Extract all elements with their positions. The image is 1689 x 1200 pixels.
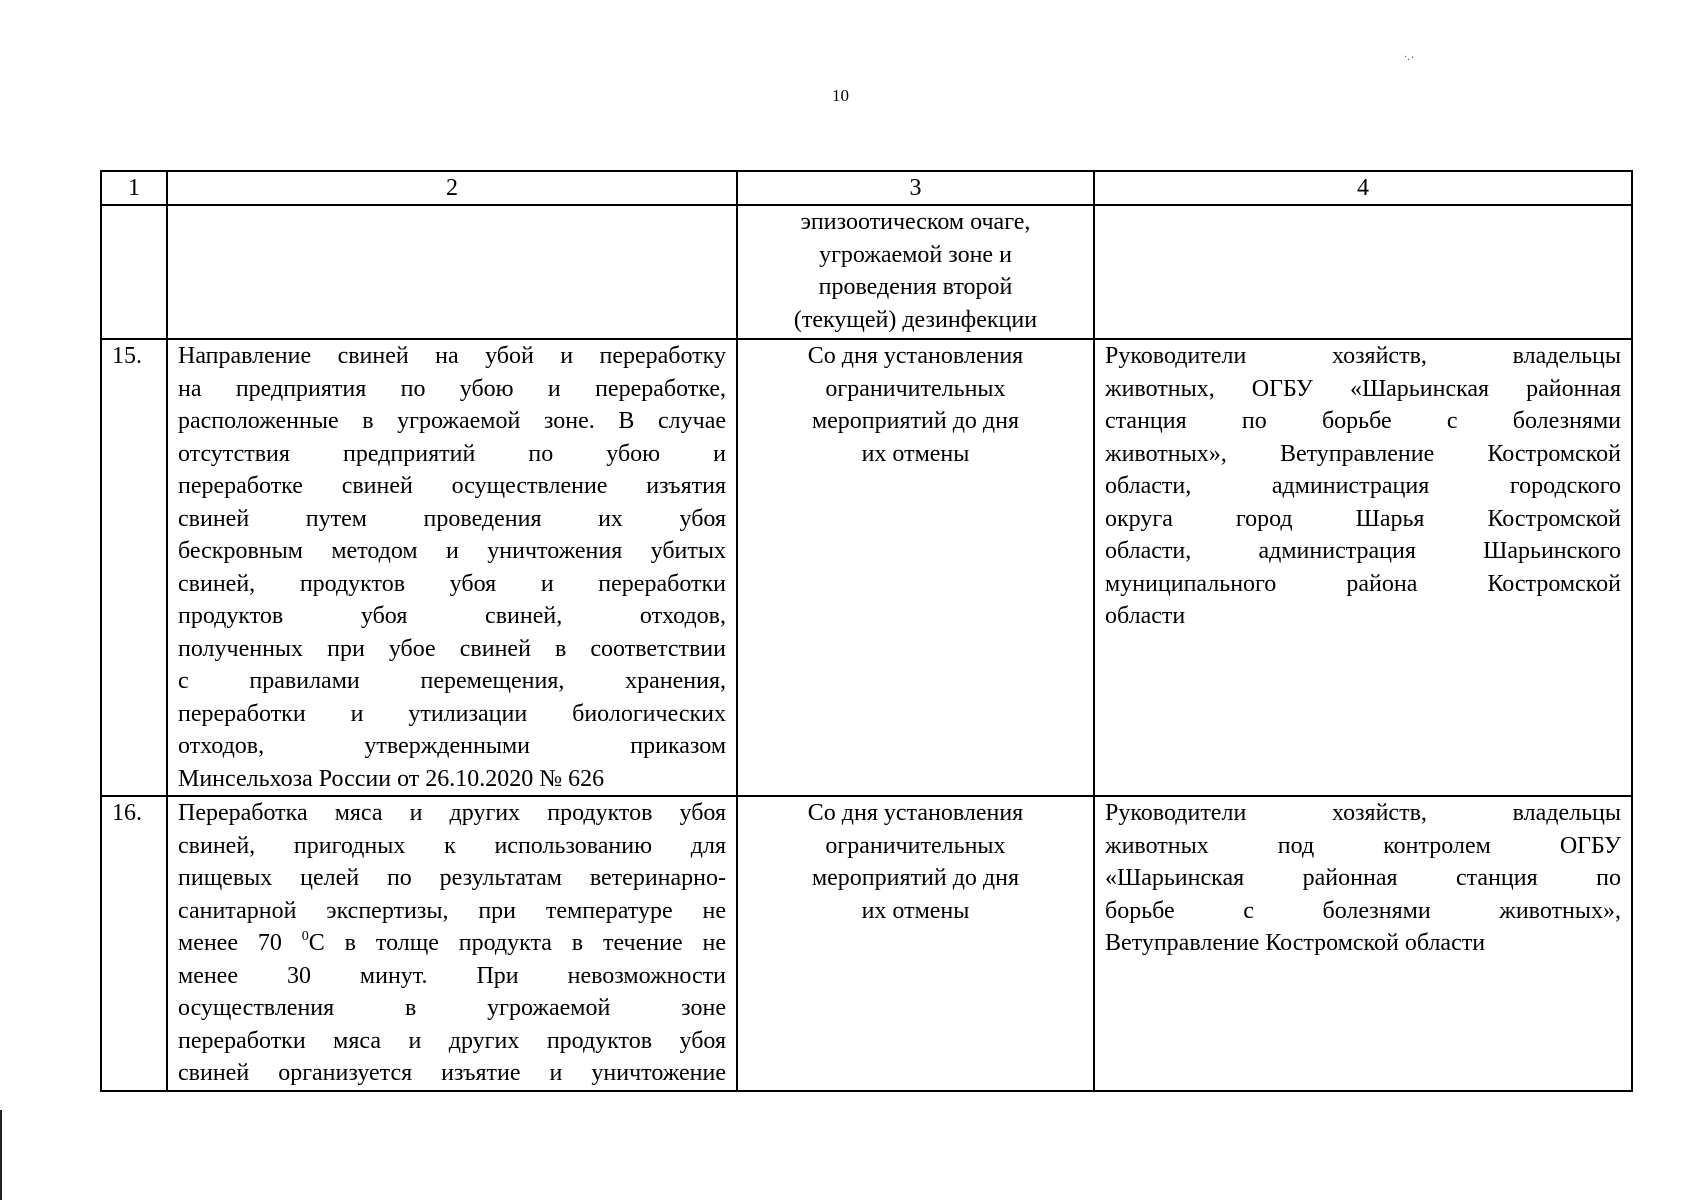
row-16-measure-line: свиней, пригодных к использованию для — [178, 832, 726, 859]
row-16-number: 16. — [101, 796, 167, 1091]
measures-table — [100, 170, 1633, 1092]
header-col-2: 2 — [167, 171, 737, 205]
row-16-responsible-line: Руководители хозяйств, владельцы — [1105, 800, 1621, 826]
row-15-measure-line: полученных при убое свиней в соответствии — [178, 635, 726, 662]
row-15-measure-line: Минсельхоза России от 26.10.2020 № 626 — [178, 765, 605, 792]
cont-col3-line: угрожаемой зоне и — [819, 241, 1012, 268]
row-16-responsible-line: животных под контролем ОГБУ — [1105, 832, 1621, 859]
row-16-deadline-line: мероприятий до дня — [811, 865, 1020, 891]
row-15-responsible-line: округа город Шарья Костромской — [1105, 505, 1621, 532]
row-16-measure-line: менее 30 минут. При невозможности — [178, 962, 726, 989]
temperature-suffix: С в толще продукта в течение не — [308, 930, 726, 956]
cont-col3-line: проведения второй — [818, 274, 1013, 300]
cont-col-2 — [167, 205, 737, 339]
cont-col3-line: (текущей) дезинфекции — [793, 306, 1038, 333]
row-15-measure-line: свиней путем проведения их убоя — [178, 505, 726, 532]
row-16-measure-temperature-line — [178, 927, 726, 960]
row-15-measure-line: бескровным методом и уничтожения убитых — [178, 538, 726, 564]
row-15-measure-line: переработки и утилизации биологических — [178, 700, 726, 727]
row-16-responsible — [1094, 796, 1632, 1091]
row-15-responsible-line: области — [1105, 603, 1186, 629]
row-15-responsible-line: области, администрация Шарьинского — [1105, 538, 1621, 564]
scan-edge-mark — [0, 1110, 2, 1200]
table-header-row — [101, 171, 1632, 205]
temperature-prefix: менее 70 — [178, 930, 282, 956]
row-15-measure — [167, 339, 737, 796]
row-15-responsible-line: станция по борьбе с болезнями — [1105, 408, 1621, 434]
header-col-3: 3 — [737, 171, 1094, 205]
header-col-4: 4 — [1094, 171, 1632, 205]
row-15-responsible — [1094, 339, 1632, 796]
row-15-deadline-line: их отмены — [861, 440, 970, 467]
cont-col-3 — [737, 205, 1094, 339]
row-15-measure-line: Направление свиней на убой и переработку — [178, 343, 726, 369]
table-row-continuation — [101, 205, 1632, 339]
row-15-responsible-line: Руководители хозяйств, владельцы — [1105, 343, 1621, 369]
row-16-responsible-line: «Шарьинская районная станция по — [1105, 865, 1621, 891]
row-15-measure-line: свиней, продуктов убоя и переработки — [178, 570, 726, 597]
cont-col-4 — [1094, 205, 1632, 339]
row-16-measure-line: Переработка мяса и других продуктов убоя — [178, 800, 726, 826]
row-15-deadline-line: ограничительных — [825, 375, 1006, 402]
row-15-measure-line: отходов, утвержденными приказом — [178, 733, 726, 759]
degree-mark: 0 — [301, 929, 309, 944]
row-15-responsible-line: животных», Ветуправление Костромской — [1105, 440, 1621, 467]
row-16-measure-line: санитарной экспертизы, при температуре не — [178, 897, 726, 924]
row-16-deadline-line: ограничительных — [825, 832, 1006, 859]
header-col-1: 1 — [101, 171, 167, 205]
row-16-measure — [167, 796, 737, 1091]
row-15-measure-line: с правилами перемещения, хранения, — [178, 668, 726, 694]
row-15-responsible-line: животных, ОГБУ «Шарьинская районная — [1105, 375, 1621, 402]
table-row-16 — [101, 796, 1632, 1091]
row-15-responsible-line: муниципального района Костромской — [1105, 570, 1621, 597]
row-15-measure-line: переработке свиней осуществление изъятия — [178, 473, 726, 499]
row-16-measure-line: свиней организуется изъятие и уничтожение — [178, 1060, 726, 1086]
row-15-deadline-line: мероприятий до дня — [811, 408, 1020, 434]
row-16-responsible-line: Ветуправление Костромской области — [1105, 930, 1486, 956]
cont-col3-line: эпизоотическом очаге, — [800, 209, 1031, 235]
page-number: 10 — [832, 86, 849, 105]
row-15-measure-line: отсутствия предприятий по убою и — [178, 440, 726, 467]
row-15-deadline — [737, 339, 1094, 796]
row-15-measure-line: продуктов убоя свиней, отходов, — [178, 603, 726, 629]
table-row-15 — [101, 339, 1632, 796]
row-15-responsible-line: области, администрация городского — [1105, 473, 1621, 499]
row-16-deadline — [737, 796, 1094, 1091]
row-15-measure-line: расположенные в угрожаемой зоне. В случае — [178, 408, 726, 434]
row-15-measure-line: на предприятия по убою и переработке, — [178, 375, 726, 402]
row-15-number: 15. — [101, 339, 167, 796]
row-16-measure-line: пищевых целей по результатам ветеринарно- — [178, 865, 726, 891]
row-15-deadline-line: Со дня установления — [807, 343, 1024, 369]
row-16-deadline-line: Со дня установления — [807, 800, 1024, 826]
cont-col-1 — [101, 205, 167, 339]
row-16-measure-line: осуществления в угрожаемой зоне — [178, 995, 726, 1021]
row-16-responsible-line: борьбе с болезнями животных», — [1105, 897, 1621, 924]
row-16-deadline-line: их отмены — [861, 897, 970, 924]
row-16-measure-line: переработки мяса и других продуктов убоя — [178, 1027, 726, 1054]
scan-artifact: ·.٠ — [1404, 52, 1416, 63]
